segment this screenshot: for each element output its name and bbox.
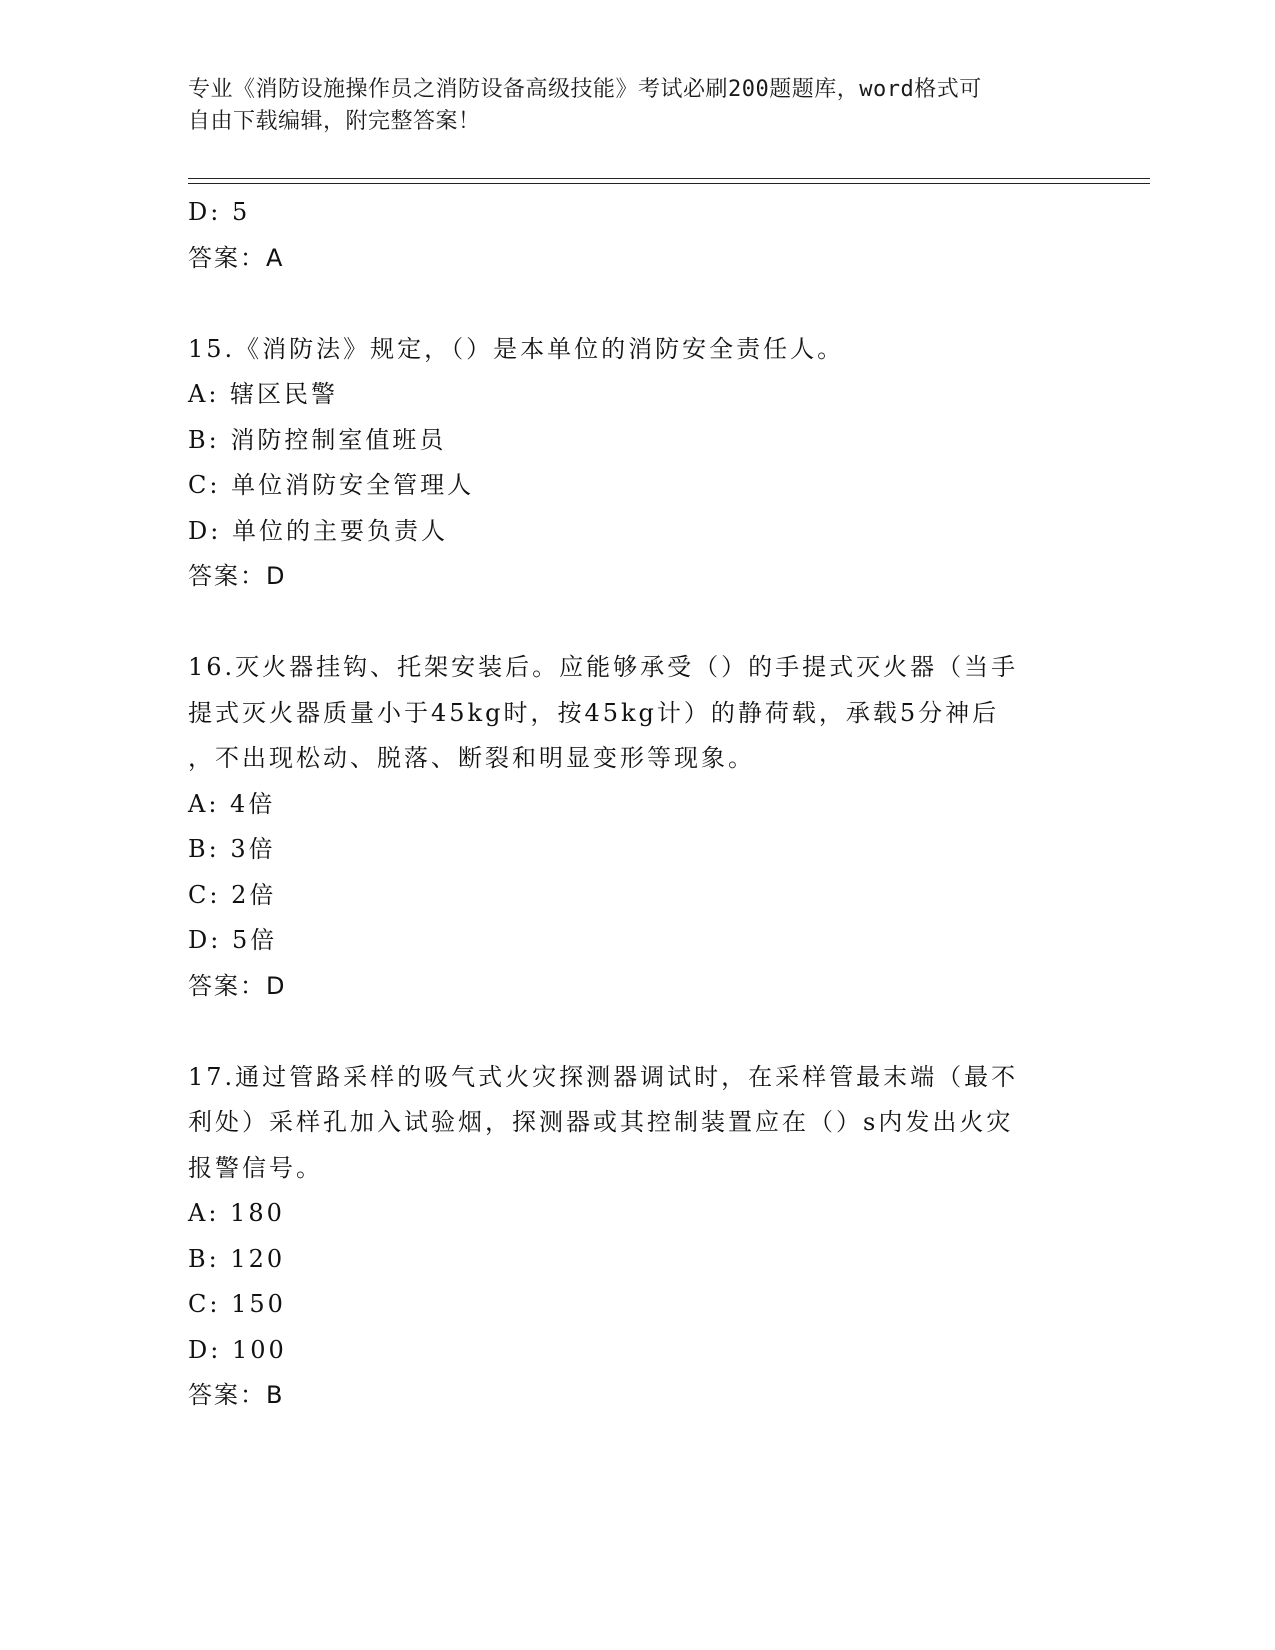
option-d: D: 5倍: [188, 926, 278, 954]
question-stem-line: 15.《消防法》规定，（）是本单位的消防安全责任人。: [188, 334, 845, 363]
option-d: D: 单位的主要负责人: [188, 516, 448, 545]
answer-line: 答案：B: [188, 1381, 285, 1409]
option-b: B: 3倍: [188, 835, 276, 863]
spacer: [188, 600, 1088, 646]
spacer: [188, 1009, 1088, 1055]
question-stem: [188, 645, 1088, 782]
question-stem-line: 提式灭火器质量小于45kg时，按45kg计）的静荷载，承载5分神后: [188, 698, 1000, 727]
question-17: [188, 1055, 1088, 1419]
header-title-line-2: 自由下载编辑，附完整答案！: [188, 109, 481, 134]
header-divider-top: [188, 178, 1150, 179]
option-c: C: 单位消防安全管理人: [188, 471, 475, 499]
option-b: B: 120: [188, 1244, 286, 1273]
option-d: D: 100: [188, 1335, 287, 1364]
question-stem-line: ，不出现松动、脱落、断裂和明显变形等现象。: [188, 744, 755, 772]
question-stem-line: 16.灭火器挂钩、托架安装后。应能够承受（）的手提式灭火器（当手: [188, 653, 1019, 681]
question-15: [188, 327, 1088, 600]
question-16: [188, 645, 1088, 1009]
option-b: B: 消防控制室值班员: [188, 425, 447, 454]
question-stem-line: 17.通过管路采样的吸气式火灾探测器调试时，在采样管最末端（最不: [188, 1062, 1019, 1091]
spacer: [188, 281, 1088, 327]
option-a: A: 辖区民警: [188, 380, 339, 408]
option-a: A: 4倍: [188, 789, 276, 818]
option-d: D: 5: [188, 198, 251, 226]
question-stem-line: 报警信号。: [188, 1153, 323, 1182]
question-content: [188, 190, 1088, 1419]
answer-line: 答案：D: [188, 971, 287, 1000]
question-stem-line: 利处）采样孔加入试验烟，探测器或其控制装置应在（）s内发出火灾: [188, 1108, 1014, 1136]
option-c: C: 150: [188, 1290, 286, 1318]
document-header: [188, 74, 1068, 138]
option-c: C: 2倍: [188, 880, 277, 909]
header-divider-bottom: [188, 183, 1150, 184]
option-a: A: 180: [188, 1199, 285, 1227]
question-stem: [188, 1055, 1088, 1192]
answer-line: 答案：A: [188, 243, 285, 272]
header-title-line-1: 专业《消防设施操作员之消防设备高级技能》考试必刷200题题库，word格式可: [188, 77, 982, 102]
question-stem: [188, 327, 1088, 373]
previous-question-tail: [188, 190, 1088, 281]
answer-line: 答案：D: [188, 562, 287, 590]
